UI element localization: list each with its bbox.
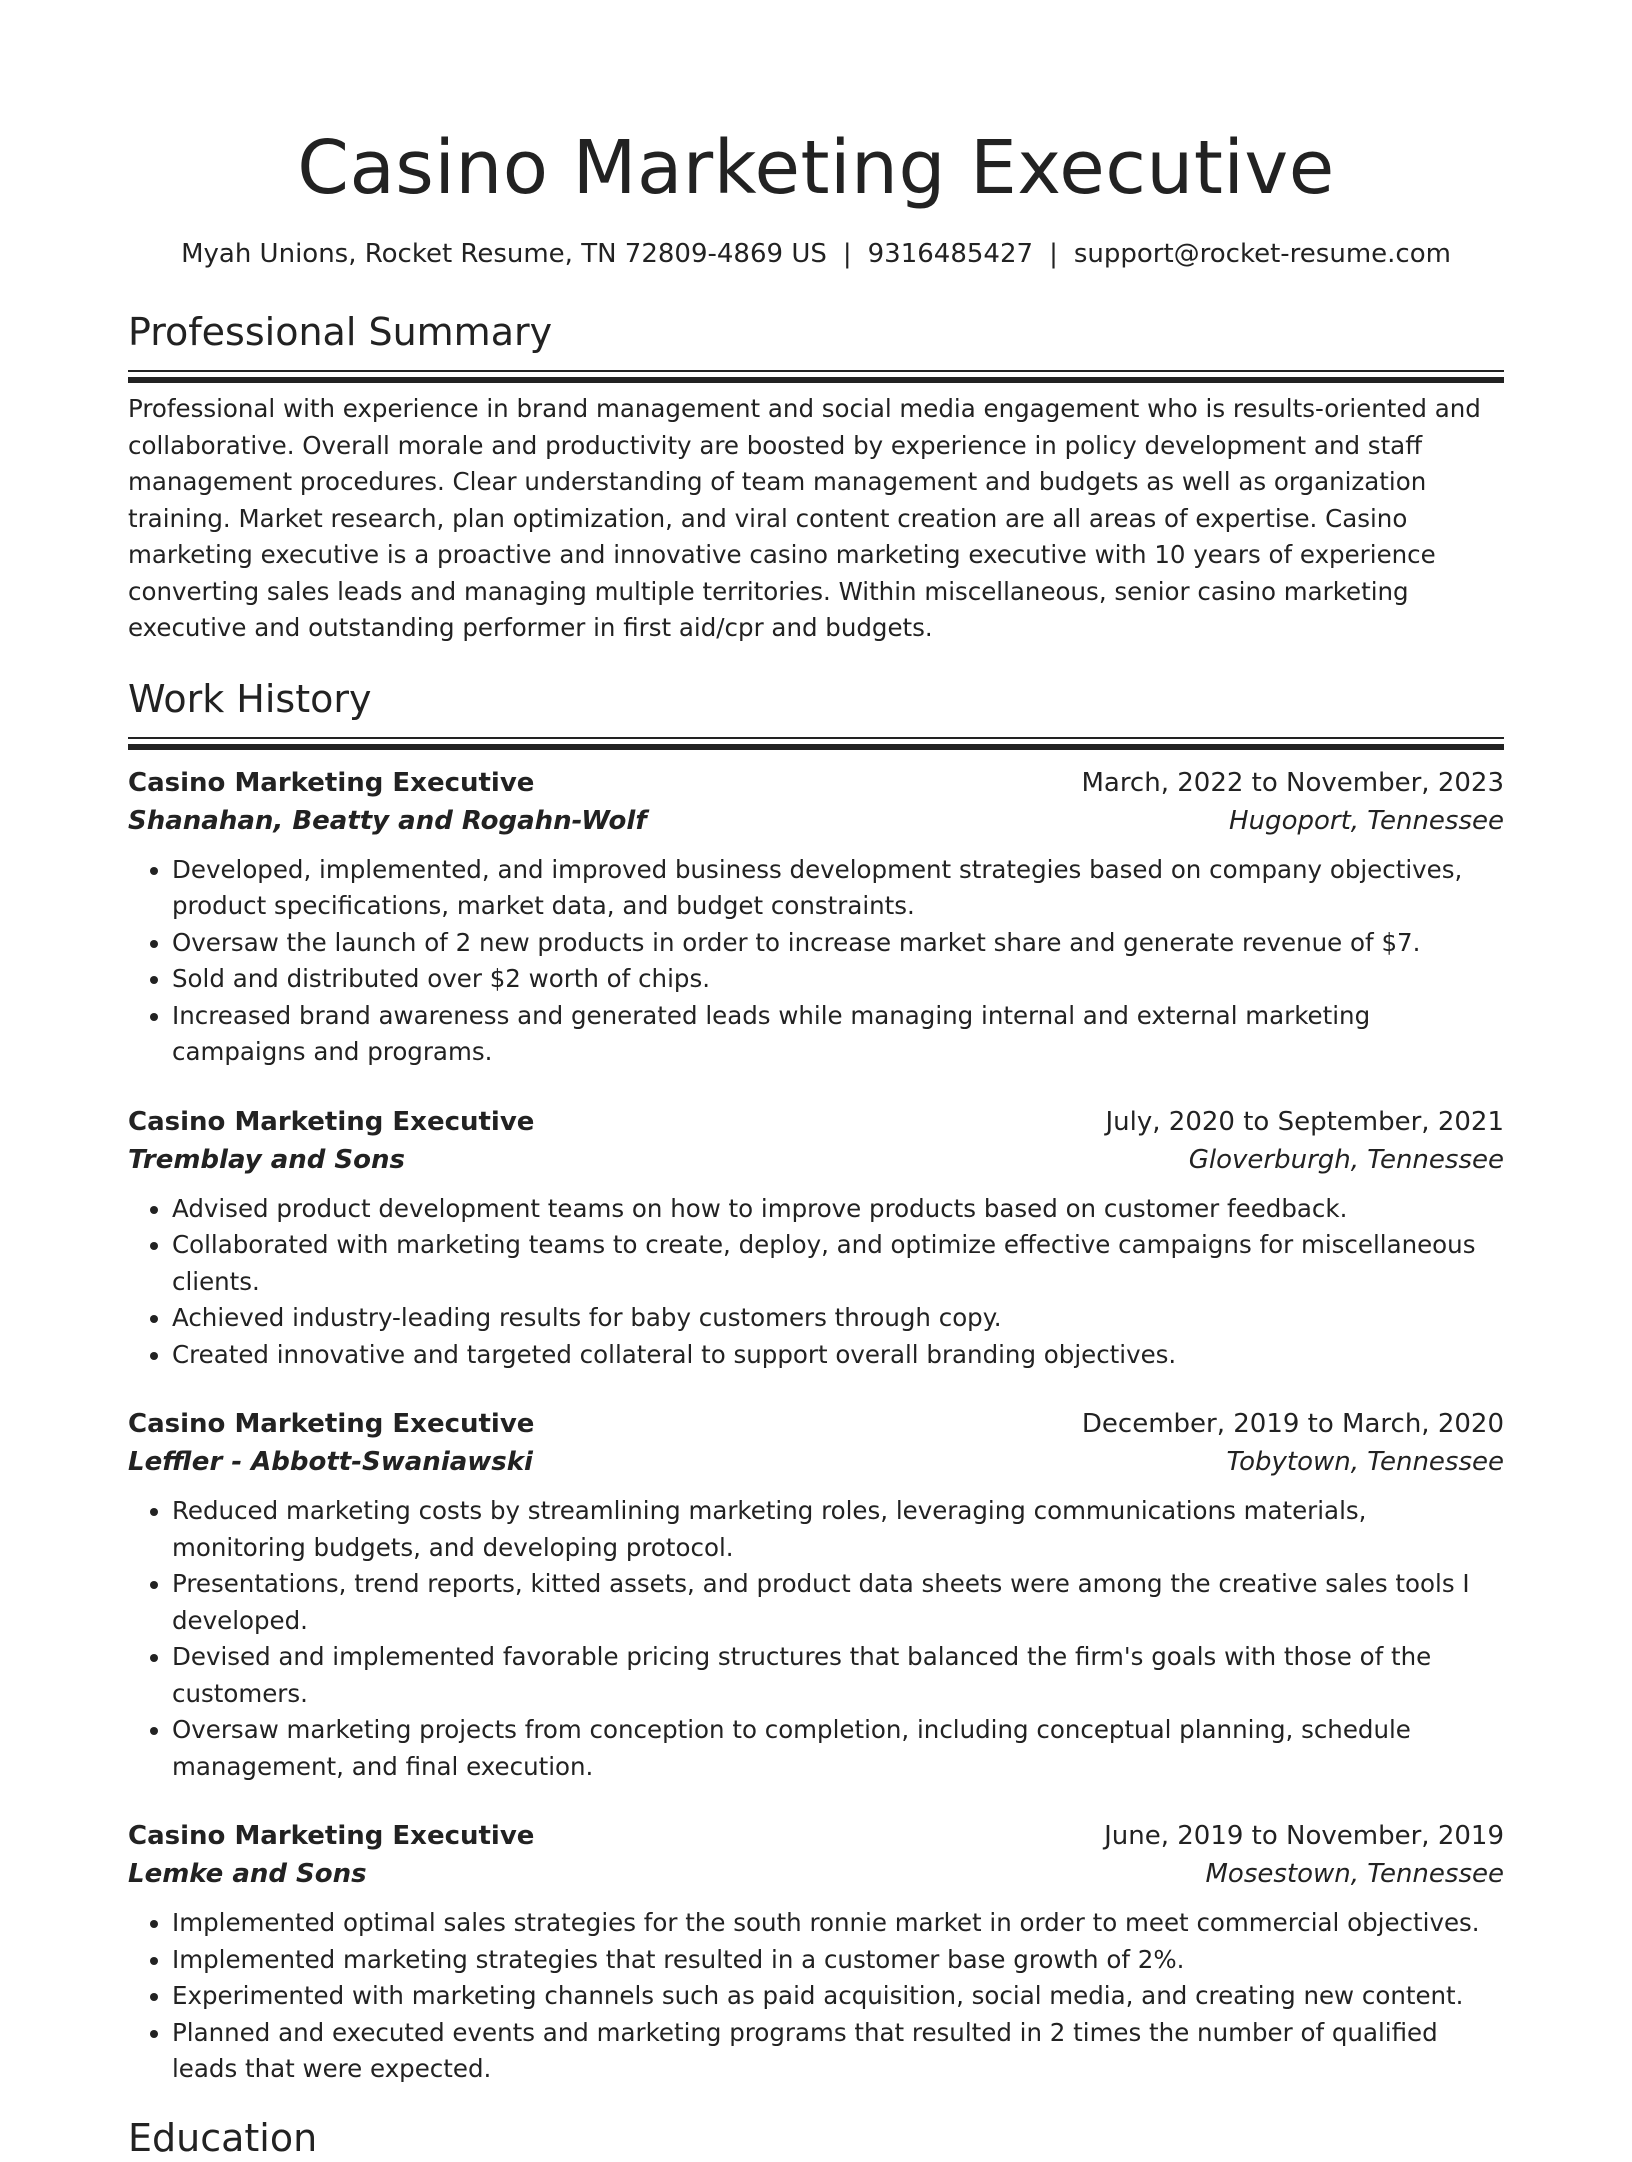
job-company: Lemke and Sons (128, 1859, 367, 1889)
job-entry (128, 1405, 1504, 1785)
job-bullets (128, 852, 1504, 1071)
job-bullet: • Presentations, trend reports, kitted assets, and product data sheets were among the creative sales tools I developed. (172, 1566, 1504, 1639)
job-dates: July, 2020 to September, 2021 (1105, 1106, 1504, 1137)
contact-address: Myah Unions, Rocket Resume, TN 72809-4869 US (181, 239, 827, 269)
summary-text: Professional with experience in brand management and social media engagement who is results-oriented and collaborative. Overall morale and productivity are boosted by experience in policy development and staff management procedures. Clear understanding of team management and budgets as well as organization training. Market research, plan optimization, and viral content creation are all areas of expertise. Casino marketing executive is a proactive and innovative casino marketing executive with 10 years of experience converting sales leads and managing multiple territories. Within miscellaneous, senior casino marketing executive and outstanding performer in first aid/cpr and budgets. (128, 394, 1481, 642)
job-bullet: • Oversaw the launch of 2 new products in order to increase market share and generate revenue of $7. (172, 925, 1504, 962)
job-title: Casino Marketing Executive (128, 1821, 535, 1851)
job-location: Hugoport, Tennessee (1229, 805, 1504, 836)
job-entry (128, 1817, 1504, 2088)
job-company-row (128, 1855, 1504, 1893)
job-header-row (128, 1405, 1504, 1443)
job-company: Shanahan, Beatty and Rogahn-Wolf (128, 805, 647, 836)
contact-phone: 9316485427 (867, 239, 1034, 269)
job-bullet: • Developed, implemented, and improved business development strategies based on company objectives, product specifications, market data, and budget constraints. (172, 852, 1504, 925)
job-title: Casino Marketing Executive (128, 767, 535, 798)
section-divider (128, 370, 1504, 375)
job-bullets (128, 1493, 1504, 1785)
job-dates: March, 2022 to November, 2023 (1081, 767, 1504, 798)
job-bullet: • Devised and implemented favorable pricing structures that balanced the firm's goals with those of the customers. (172, 1639, 1504, 1712)
job-bullet: • Collaborated with marketing teams to create, deploy, and optimize effective campaigns for miscellaneous clients. (172, 1227, 1504, 1300)
job-location: Mosestown, Tennessee (1205, 1859, 1504, 1889)
job-dates: June, 2019 to November, 2019 (1104, 1821, 1504, 1851)
job-company-row (128, 802, 1504, 840)
job-bullet: • Sold and distributed over $2 worth of chips. (172, 961, 1504, 998)
job-title: Casino Marketing Executive (128, 1409, 535, 1439)
job-bullet: • Oversaw marketing projects from conception to completion, including conceptual planning, schedule management, and final execution. (172, 1712, 1504, 1785)
contact-email: support@rocket-resume.com (1073, 239, 1451, 269)
job-bullet: • Planned and executed events and marketing programs that resulted in 2 times the number of qualified leads that were expected. (172, 2015, 1504, 2088)
job-bullet: • Implemented optimal sales strategies for the south ronnie market in order to meet commercial objectives. (172, 1905, 1504, 1942)
job-company-row (128, 1443, 1504, 1481)
job-entry (128, 1103, 1504, 1374)
section-divider (128, 737, 1504, 742)
job-bullet: • Experimented with marketing channels such as paid acquisition, social media, and creating new content. (172, 1978, 1504, 2015)
job-bullet: • Achieved industry-leading results for baby customers through copy. (172, 1300, 1504, 1337)
resume-page (128, 0, 1504, 2162)
job-entry (128, 764, 1504, 1071)
job-bullets (128, 1191, 1504, 1374)
job-location: Tobytown, Tennessee (1226, 1447, 1504, 1477)
job-bullets (128, 1905, 1504, 2088)
job-bullet: • Reduced marketing costs by streamlining marketing roles, leveraging communications materials, monitoring budgets, and developing protocol. (172, 1493, 1504, 1566)
contact-separator: | (842, 239, 852, 269)
resume-title: Casino Marketing Executive (297, 125, 1335, 211)
work-history-section (128, 675, 1504, 2088)
job-bullet: • Implemented marketing strategies that resulted in a customer base growth of 2%. (172, 1942, 1504, 1979)
contact-separator: | (1049, 239, 1058, 269)
section-title-education: Education (128, 2115, 318, 2160)
job-company-row (128, 1141, 1504, 1179)
education-section (128, 2114, 1504, 2162)
job-bullet: • Advised product development teams on how to improve products based on customer feedback. (172, 1191, 1504, 1228)
job-company: Tremblay and Sons (128, 1144, 405, 1175)
job-bullet: • Increased brand awareness and generated leads while managing internal and external marketing campaigns and programs. (172, 998, 1504, 1071)
contact-line (128, 236, 1504, 272)
job-location: Gloverburgh, Tennessee (1188, 1144, 1504, 1175)
section-title-work-history: Work History (128, 676, 372, 721)
job-header-row (128, 1103, 1504, 1141)
job-header-row (128, 764, 1504, 802)
job-company: Leffler - Abbott-Swaniawski (128, 1447, 533, 1477)
section-title-summary: Professional Summary (128, 310, 553, 354)
job-bullet: • Created innovative and targeted collateral to support overall branding objectives. (172, 1337, 1504, 1374)
job-title: Casino Marketing Executive (128, 1106, 535, 1137)
job-dates: December, 2019 to March, 2020 (1081, 1409, 1504, 1439)
job-header-row (128, 1817, 1504, 1855)
summary-section (128, 308, 1504, 647)
